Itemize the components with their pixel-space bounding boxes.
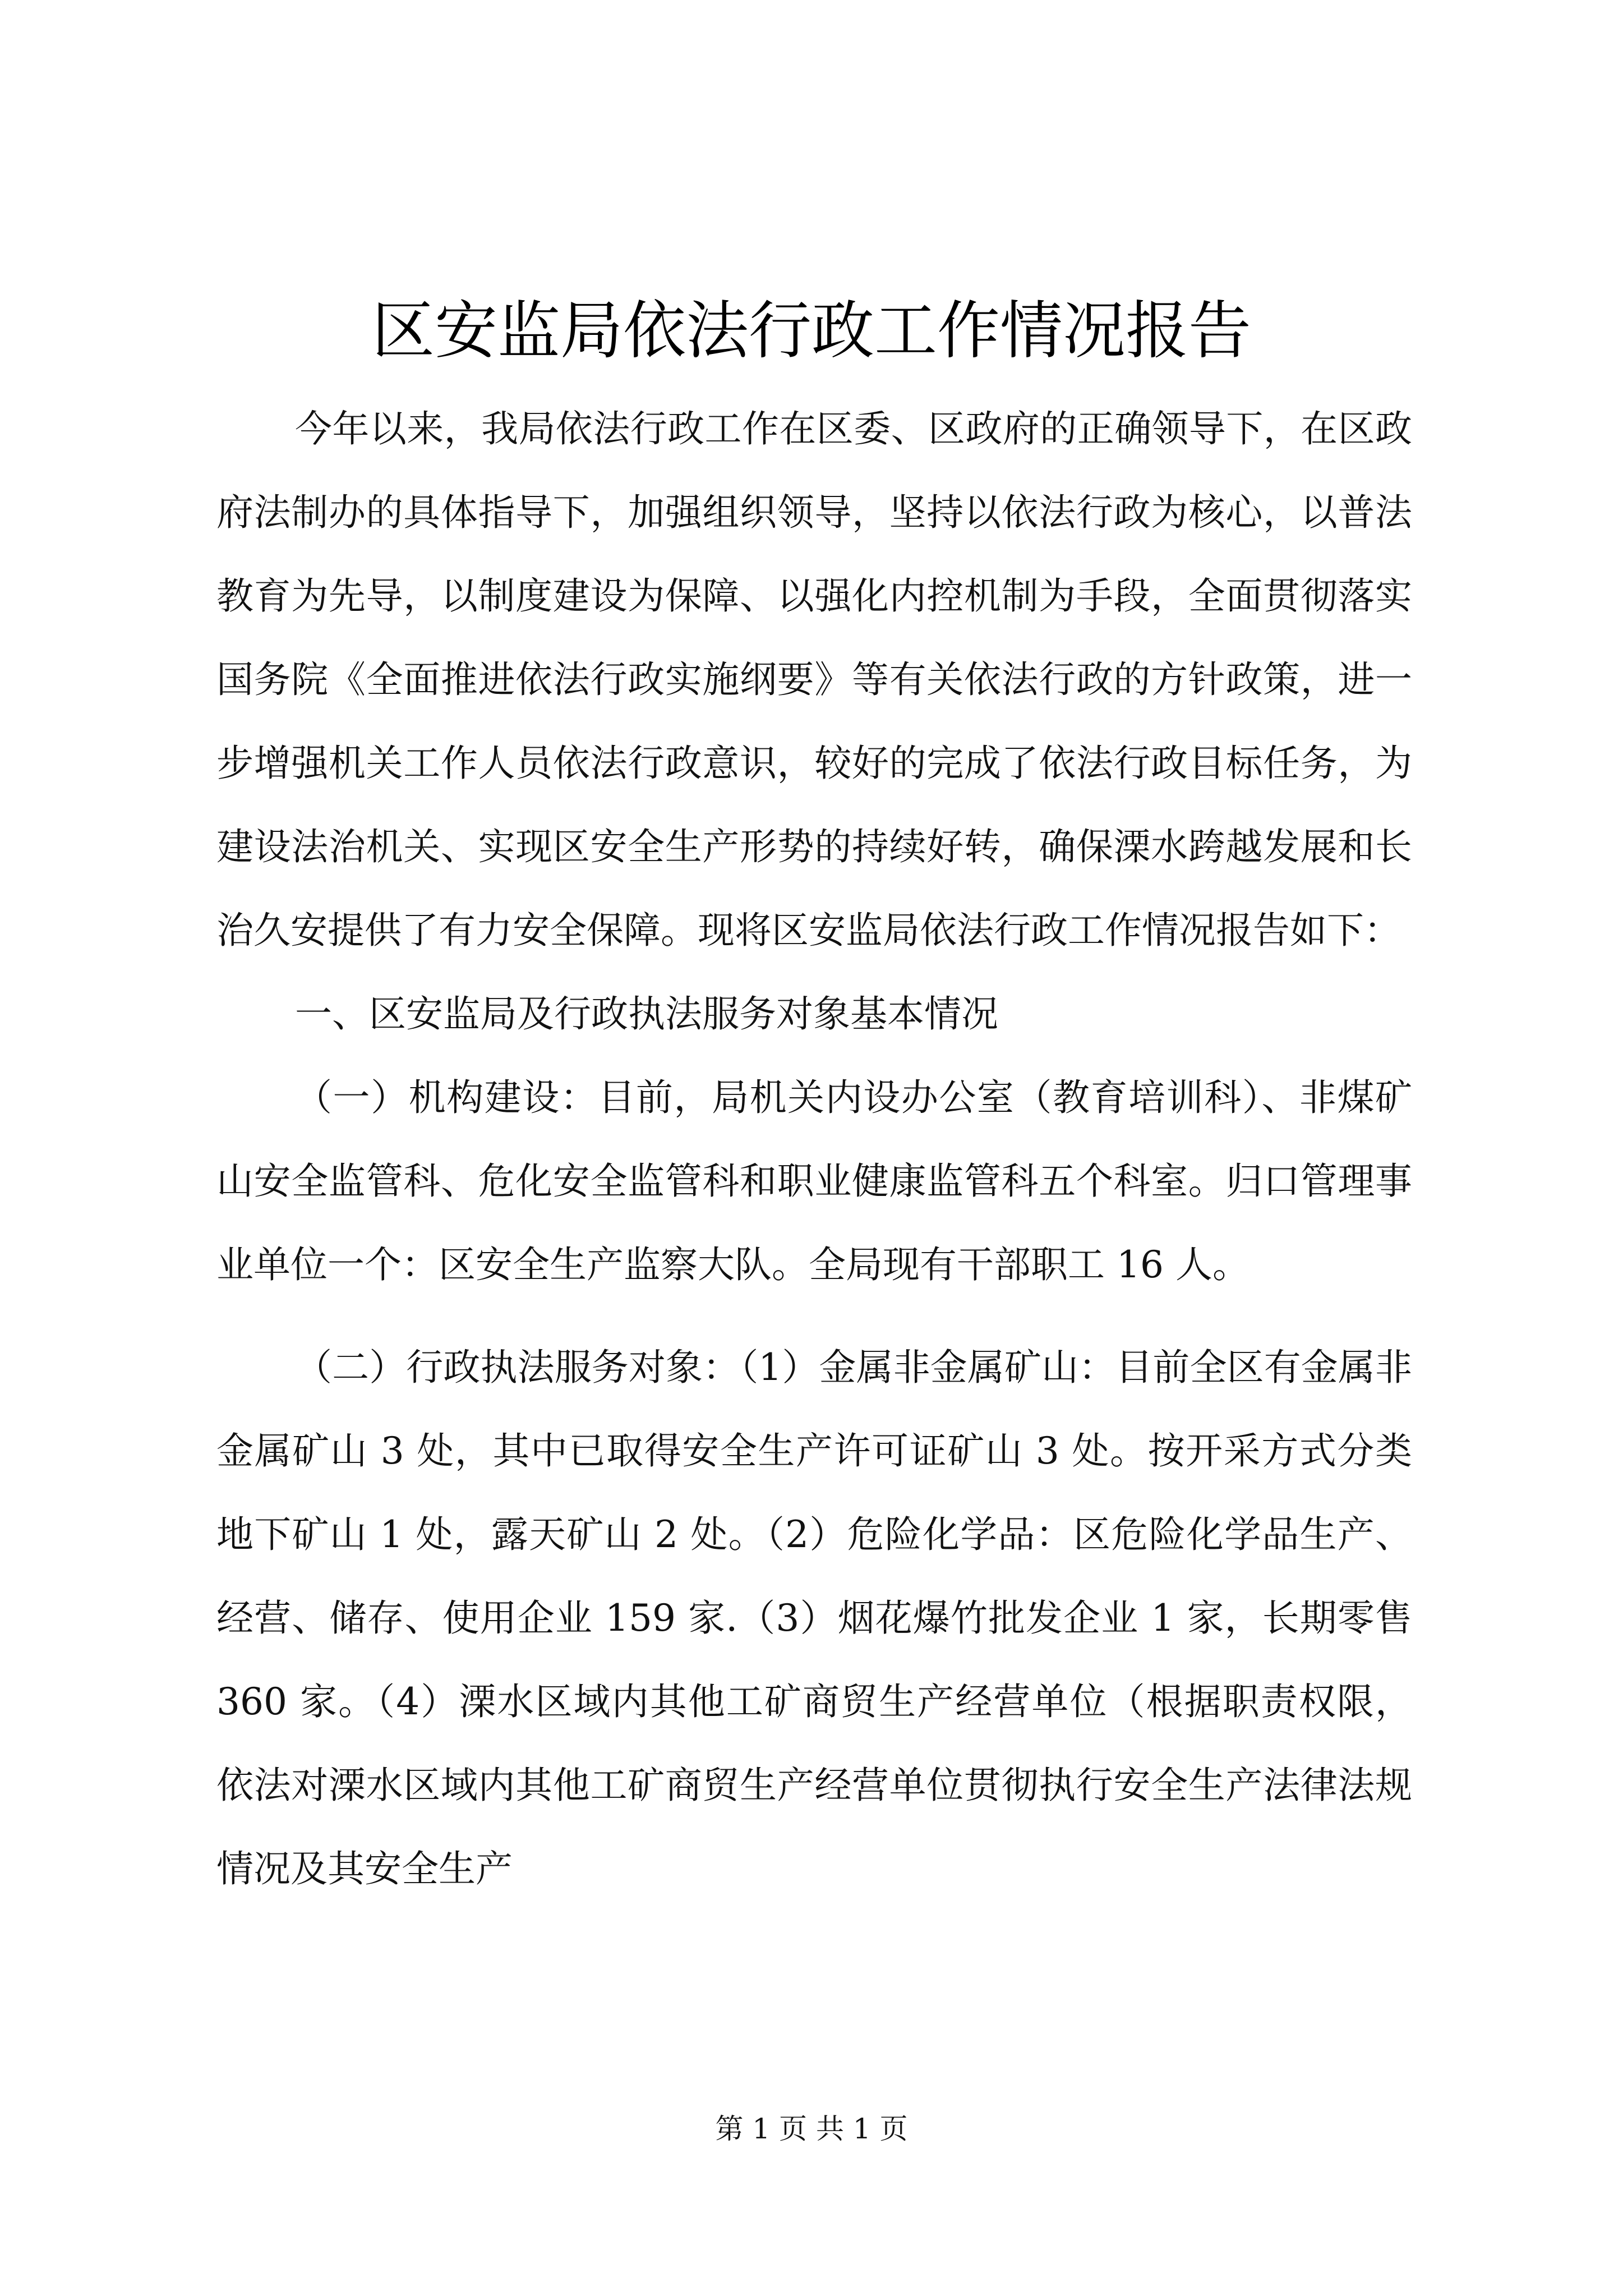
- subsection-paragraph-2: （二）行政执法服务对象：（1）金属非金属矿山：目前全区有金属非金属矿山 3 处，其中已取得安全生产许可证矿山 3 处。按开采方式分类地下矿山 1 处，露天矿山 2 处。（2）危险化学品：区危险化学品生产、经营、储存、使用企业 159 家.（3）烟花爆竹批发企业 1 家，长期零售 360 家。（4）溧水区域内其他工矿商贸生产经营单位（根据职责权限，依法对溧水区域内其他工矿商贸生产经营单位贯彻执行安全生产法律法规情况及其安全生产: [216, 1346, 1412, 1890]
- section-heading-1: 一、区安监局及行政执法服务对象基本情况: [295, 992, 998, 1036]
- subsection-paragraph-1: （一）机构建设：目前，局机关内设办公室（教育培训科）、非煤矿山安全监管科、危化安全监管科和职业健康监管科五个科室。归口管理事业单位一个：区安全生产监察大队。全局现有干部职工 16 人。: [216, 1076, 1412, 1286]
- document-title: 区安监局依法行政工作情况报告: [372, 295, 1251, 367]
- intro-paragraph: 今年以来，我局依法行政工作在区委、区政府的正确领导下，在区政府法制办的具体指导下，加强组织领导，坚持以依法行政为核心，以普法教育为先导，以制度建设为保障、以强化内控机制为手段，全面贯彻落实国务院《全面推进依法行政实施纲要》等有关依法行政的方针政策，进一步增强机关工作人员依法行政意识，较好的完成了依法行政目标任务，为建设法治机关、实现区安全生产形势的持续好转，确保溧水跨越发展和长治久安提供了有力安全保障。现将区安监局依法行政工作情况报告如下：: [216, 407, 1412, 952]
- document-body: [216, 387, 1412, 1911]
- page-number-footer: 第 1 页 共 1 页: [715, 2113, 908, 2145]
